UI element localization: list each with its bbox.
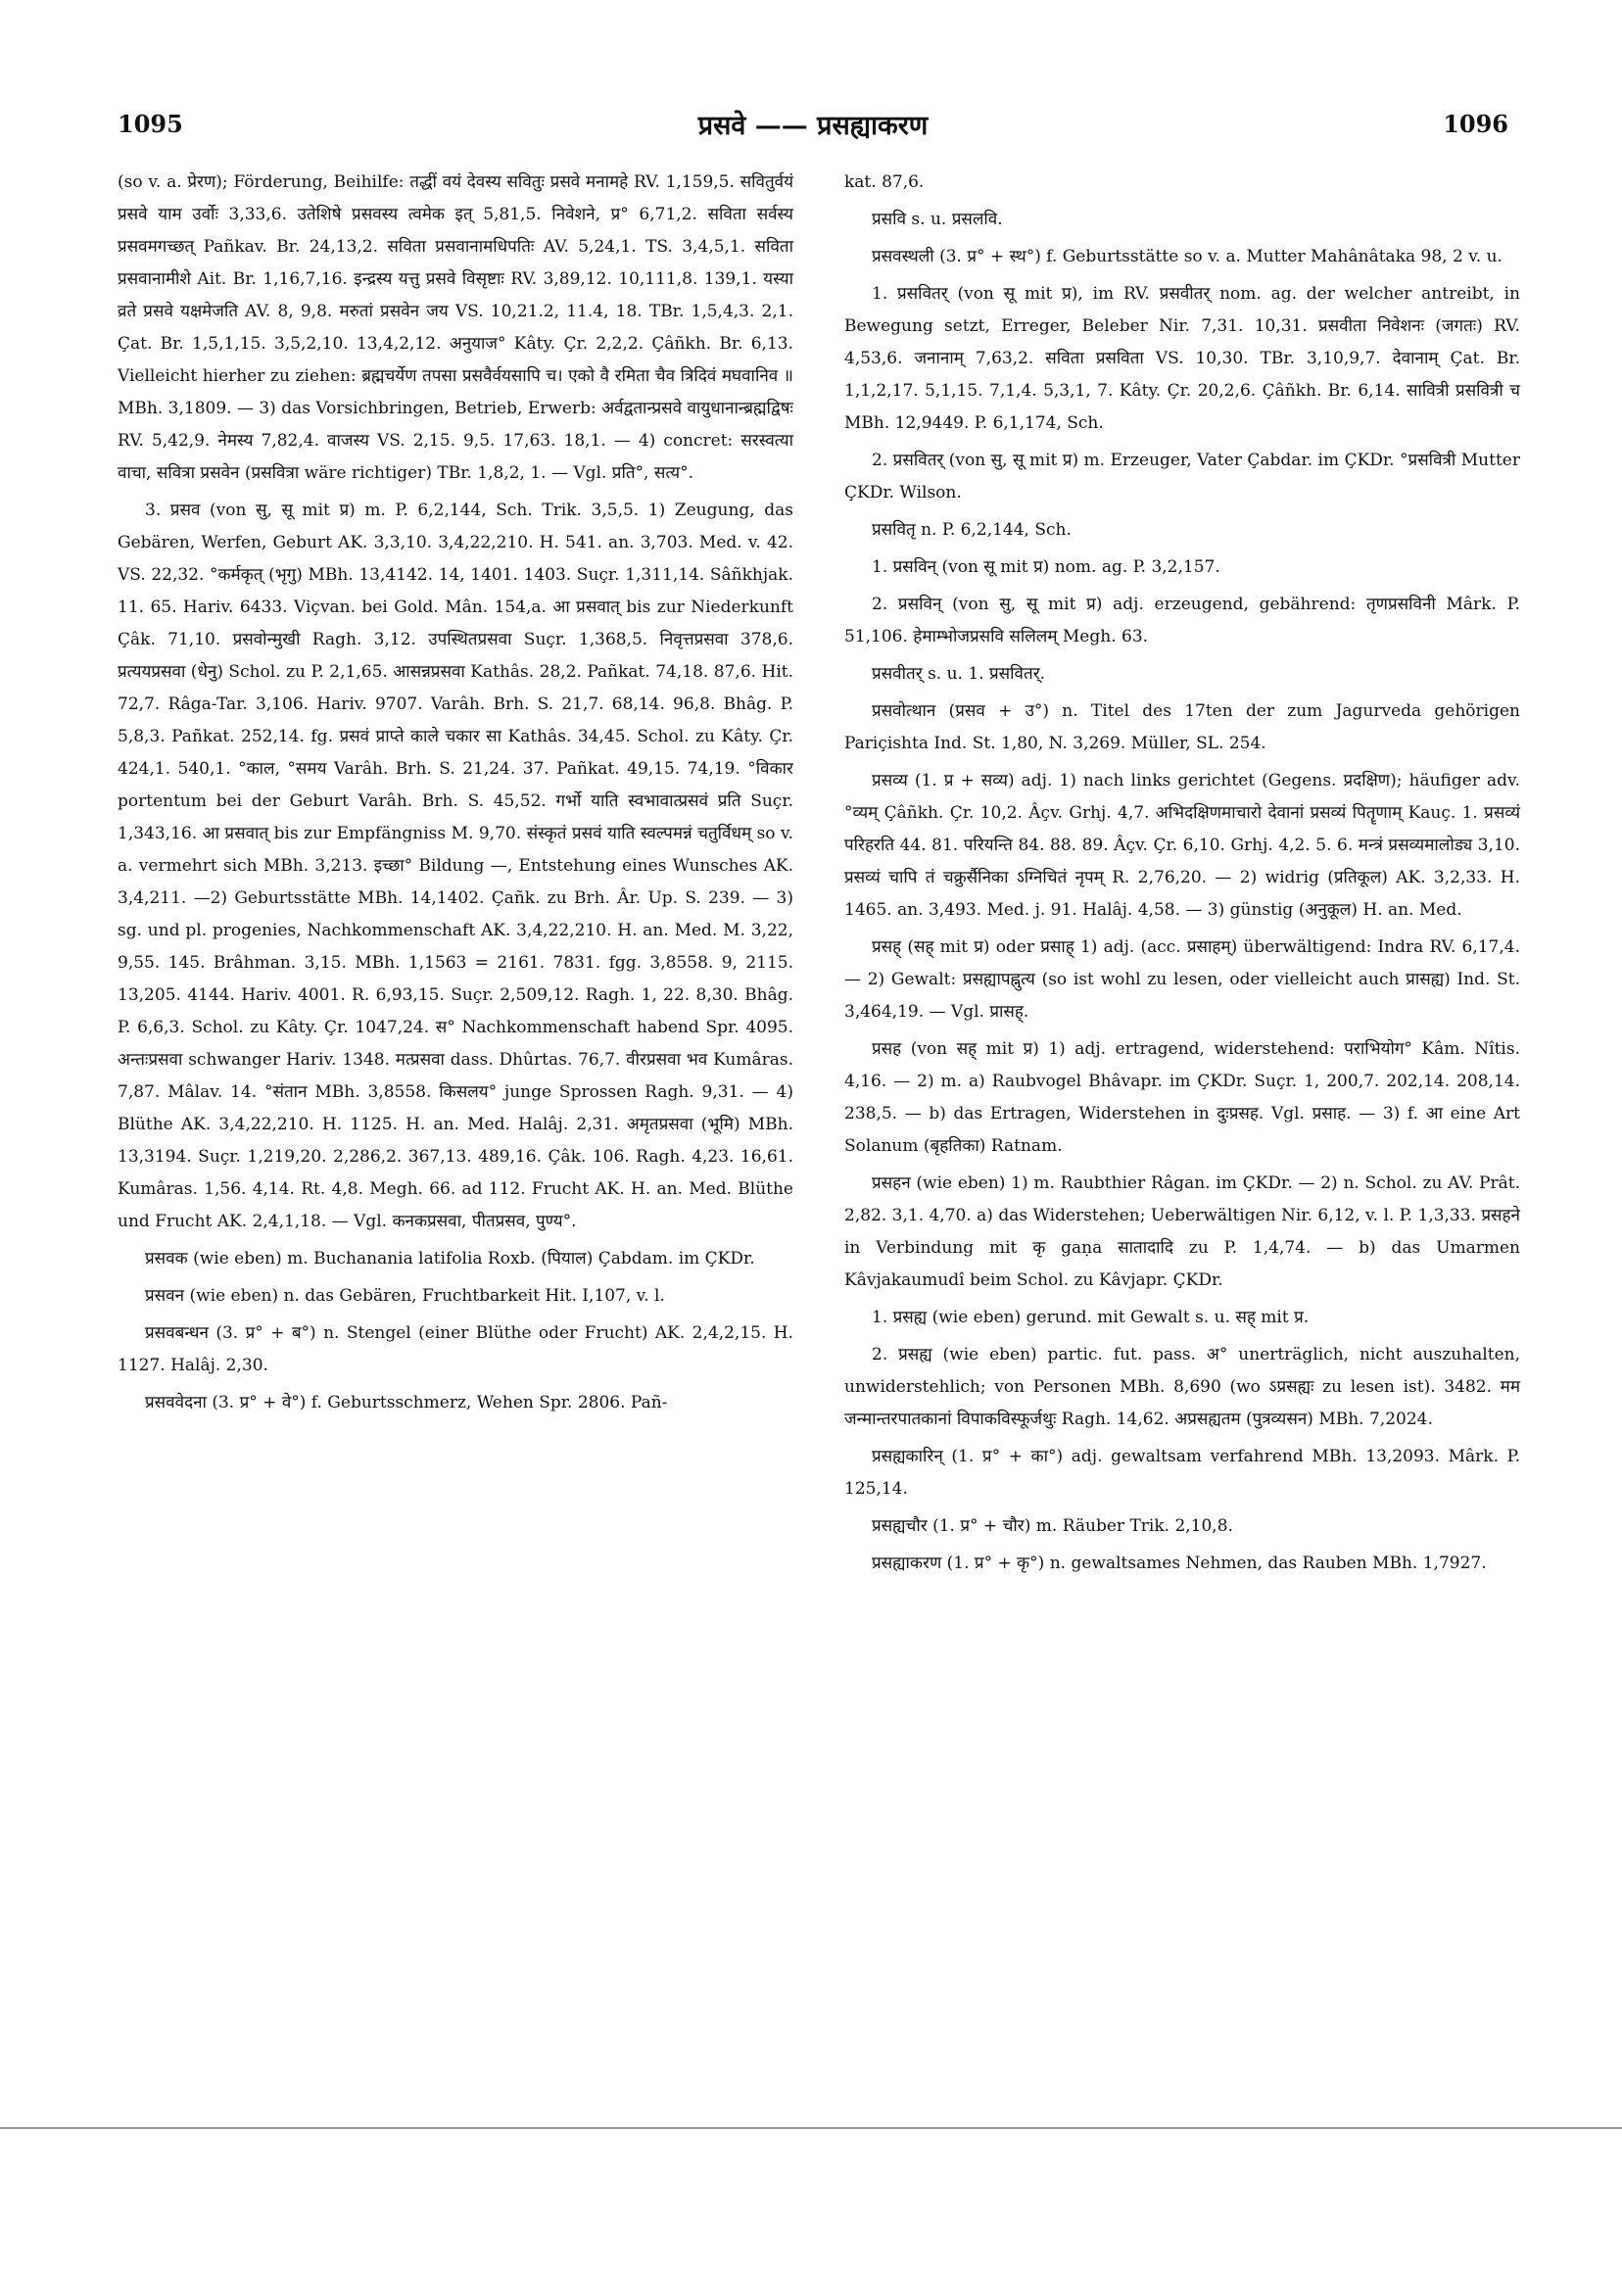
dictionary-entry: प्रसह (von सह् mit प्र) 1) adj. ertragend, widerstehend: पराभियोग° Kâm. Nîtis. 4,16. — 2) m. a) Raubvogel Bhâvapr. im ÇKDr. Suçr. 1, 200,7. 202,14. 208,14. 238,5. — b) das Ertragen, Widerstehen in दुःप्रसह. Vgl. प्रसाह. — 3) f. आ eine Art Solanum (बृहतिका) Ratnam. <box>844 1039 1520 1156</box>
page-number-left: 1095 <box>118 110 183 138</box>
page-header <box>118 110 1508 149</box>
dictionary-entry: kat. 87,6. <box>844 172 925 192</box>
dictionary-entry: प्रसव्य (1. प्र + सव्य) adj. 1) nach links gerichtet (Gegens. प्रदक्षिण); häufiger adv. °व्यम् Çâñkh. Çr. 10,2. Âçv. Grhj. 4,7. अभिदक्षिणमाचारो देवानां प्रसव्यं पितॄणाम् Kauç. 1. प्रसव्यं परिहरति 44. 81. परियन्ति 84. 88. 89. Âçv. Çr. 6,10. Grhj. 4,2. 5. 6. मन्त्रं प्रसव्यमालोड्य 3,10. प्रसव्यं चापि तं चक्रुर्सैनिका ऽग्निचितं नृपम् R. 2,76,20. — 2) widrig (प्रतिकूल) AK. 3,2,33. H. 1465. an. 3,493. Med. j. 91. Halâj. 4,58. — 3) günstig (अनुकूल) H. an. Med. <box>844 771 1520 920</box>
dictionary-entry: (so v. a. प्रेरण); Förderung, Beihilfe: तद्धीं वयं देवस्य सवितुः प्रसवे मनामहे RV. 1,159,5. सवितुर्वयं प्रसवे याम उर्वोः 3,33,6. उतेशिषे प्रसवस्य त्वमेक इत् 5,81,5. निवेशने, प्र° 6,71,2. सविता सर्वस्य प्रसवमगच्छत् Pañkav. Br. 24,13,2. सविता प्रसवानामधिपतिः AV. 5,24,1. TS. 3,4,5,1. सविता प्रसवानामीशे Ait. Br. 1,16,7,16. इन्द्रस्य यत्तु प्रसवे विसृष्टाः RV. 3,89,12. 10,111,8. 139,1. यस्या व्रते प्रसवे यक्षमेजति AV. 8, 9,8. मरुतां प्रसवेन जय VS. 10,21.2, 11.4, 18. TBr. 1,5,4,3. 2,1. Çat. Br. 1,5,1,15. 3,5,2,10. 13,4,2,12. अनुयाज° Kâty. Çr. 2,2,2. Çâñkh. Br. 6,13. Vielleicht hierher zu ziehen: ब्रह्मचर्येण तपसा प्रसवैर्वयसापि च। एको वै रमिता चैव त्रिदिवं मघवानिव ॥ MBh. 3,1809. — 3) das Vorsichbringen, Betrieb, Erwerb: अर्वद्वतान्प्रसवे वायुधानान्ब्रह्मद्विषः RV. 5,42,9. नेमस्य 7,82,4. वाजस्य VS. 2,15. 9,5. 17,63. 18,1. — 4) concret: सरस्वत्या वाचा, सवित्रा प्रसवेन (प्रसवित्रा wäre richtiger) TBr. 1,8,2, 1. — Vgl. प्रति°, सत्य°. <box>118 172 793 483</box>
dictionary-entry: प्रसवीतर् s. u. 1. प्रसवितर्. <box>872 664 1046 684</box>
dictionary-entry: 2. प्रसवितर् (von सु, सू mit प्र) m. Erzeuger, Vater Çabdar. im ÇKDr. °प्रसवित्री Mutter ÇKDr. Wilson. <box>844 451 1520 502</box>
dictionary-entry: प्रसवक (wie eben) m. Buchanania latifolia Roxb. (पियाल) Çabdam. im ÇKDr. <box>145 1249 755 1268</box>
dictionary-entry: प्रसह्याकरण (1. प्र° + कृ°) n. gewaltsames Nehmen, das Rauben MBh. 1,7927. <box>872 1554 1487 1573</box>
dictionary-entry: प्रसवबन्धन (3. प्र° + ब°) n. Stengel (einer Blüthe oder Frucht) AK. 2,4,2,15. H. 1127. Halâj. 2,30. <box>118 1323 793 1375</box>
dictionary-entry: 1. प्रसवितर् (von सू mit प्र), im RV. प्रसवीतर् nom. ag. der welcher antreibt, in Bewegung setzt, Erreger, Beleber Nir. 7,31. 10,31. प्रसवीता निवेशनः (जगतः) RV. 4,53,6. जनानाम् 7,63,2. सविता प्रसविता VS. 10,30. TBr. 3,10,9,7. देवानाम् Çat. Br. 1,1,2,17. 5,1,15. 7,1,4. 5,3,1, 7. Kâty. Çr. 20,2,6. Çâñkh. Br. 6,14. सावित्री प्रसवित्री च MBh. 12,9449. P. 6,1,174, Sch. <box>844 284 1520 433</box>
dictionary-entry: प्रसहन (wie eben) 1) m. Raubthier Râgan. im ÇKDr. — 2) n. Schol. zu AV. Prât. 2,82. 3,1. 4,70. a) das Widerstehen; Ueberwältigen Nir. 6,12, v. l. P. 1,3,33. प्रसहने in Verbindung mit कृ gaṇa सातादादि zu P. 1,4,74. — b) das Umarmen Kâvjakaumudî beim Schol. zu Kâvjapr. ÇKDr. <box>844 1173 1520 1290</box>
dictionary-entry: प्रसवन (wie eben) n. das Gebären, Fruchtbarkeit Hit. I,107, v. l. <box>145 1286 665 1306</box>
dictionary-entry: प्रसवितृ n. P. 6,2,144, Sch. <box>872 520 1072 540</box>
dictionary-entry: 1. प्रसविन् (von सू mit प्र) nom. ag. P. 3,2,157. <box>872 557 1220 577</box>
dictionary-entry: प्रसह् (सह् mit प्र) oder प्रसाह् 1) adj. (acc. प्रसाहम्) überwältigend: Indra RV. 6,17,4. — 2) Gewalt: प्रसह्यापह्नुत्य (so ist wohl zu lesen, oder vielleicht auch प्रासह्य) Ind. St. 3,464,19. — Vgl. प्रासह्. <box>844 937 1520 1022</box>
dictionary-entry: प्रसववेदना (3. प्र° + वे°) f. Geburtsschmerz, Wehen Spr. 2806. Pañ- <box>145 1393 668 1412</box>
dictionary-entry: प्रसवस्थली (3. प्र° + स्थ°) f. Geburtsstätte so v. a. Mutter Mahânâtaka 98, 2 v. u. <box>872 247 1503 266</box>
dictionary-entry: प्रसह्यकारिन् (1. प्र° + का°) adj. gewaltsam verfahrend MBh. 13,2093. Mârk. P. 125,14. <box>844 1447 1520 1499</box>
dictionary-entry: 2. प्रसह्य (wie eben) partic. fut. pass. अ° unerträglich, nicht auszuhalten, unwiderstehlich; von Personen MBh. 8,690 (wo ऽप्रसह्यः zu lesen ist). 3482. मम जन्मान्तरपातकानां विपाकविस्फूर्जथुः Ragh. 14,62. अप्रसह्यतम (पुत्रव्यसन) MBh. 7,2024. <box>844 1345 1520 1429</box>
page-number-right: 1096 <box>1443 110 1508 138</box>
left-column <box>118 167 793 1424</box>
dictionary-entry: 2. प्रसविन् (von सु, सू mit प्र) adj. erzeugend, gebährend: तृणप्रसविनी Mârk. P. 51,106. हेमाम्भोजप्रसवि सलिलम् Megh. 63. <box>844 595 1520 646</box>
running-head: प्रसवे —— प्रसह्याकरण <box>697 111 929 141</box>
dictionary-entry: 1. प्रसह्य (wie eben) gerund. mit Gewalt s. u. सह् mit प्र. <box>872 1308 1310 1327</box>
dictionary-entry: 3. प्रसव (von सु, सू mit प्र) m. P. 6,2,144, Sch. Trik. 3,5,5. 1) Zeugung, das Gebären, Werfen, Geburt AK. 3,3,10. 3,4,22,210. H. 541. an. 3,703. Med. v. 42. VS. 22,32. °कर्मकृत् (भृगु) MBh. 13,4142. 14, 1401. 1403. Suçr. 1,311,14. Sâñkhjak. 11. 65. Hariv. 6433. Viçvan. bei Gold. Mân. 154,a. आ प्रसवात् bis zur Niederkunft Çâk. 71,10. प्रसवोन्मुखी Ragh. 3,12. उपस्थितप्रसवा Suçr. 1,368,5. निवृत्तप्रसवा 378,6. प्रत्ययप्रसवा (धेनु) Schol. zu P. 2,1,65. आसन्नप्रसवा Kathâs. 28,2. Pañkat. 74,18. 87,6. Hit. 72,7. Râga-Tar. 3,106. Hariv. 9707. Varâh. Brh. S. 21,7. 68,14. 96,8. Bhâg. P. 5,8,3. Pañkat. 252,14. fg. प्रसवं प्राप्ते काले चकार सा Kathâs. 34,45. Schol. zu Kâty. Çr. 424,1. 540,1. °काल, °समय Varâh. Brh. S. 21,24. 37. Pañkat. 49,15. 74,19. °विकार portentum bei der Geburt Varâh. Brh. S. 45,52. गर्भो याति स्वभावात्प्रसवं प्रति Suçr. 1,343,16. आ प्रसवात् bis zur Empfängniss M. 9,70. संस्कृतं प्रसवं याति स्वल्पमन्नं चतुर्विधम् so v. a. vermehrt sich MBh. 3,213. इच्छा° Bildung —, Entstehung eines Wunsches AK. 3,4,211. —2) Geburtsstätte MBh. 14,1402. Çañk. zu Brh. Âr. Up. S. 239. — 3) sg. und pl. progenies, Nachkommenschaft AK. 3,4,22,210. H. an. Med. M. 3,22, 9,55. 145. Brâhman. 3,15. MBh. 1,1563 = 2161. 7831. fgg. 3,8558. 9, 2115. 13,205. 4144. Hariv. 4001. R. 6,93,15. Suçr. 2,509,12. Ragh. 1, 22. 8,30. Bhâg. P. 6,6,3. Schol. zu Kâty. Çr. 1047,24. स° Nachkommenschaft habend Spr. 4095. अन्तःप्रसवा schwanger Hariv. 1348. मत्प्रसवा dass. Dhûrtas. 76,7. वीरप्रसवा भव Kumâras. 7,87. Mâlav. 14. °संतान MBh. 3,8558. किसलय° junge Sprossen Ragh. 9,31. — 4) Blüthe AK. 3,4,22,210. H. 1125. H. an. Med. Halâj. 2,31. अमृतप्रसवा (भूमि) MBh. 13,3194. Suçr. 1,219,20. 2,286,2. 367,13. 489,16. Çâk. 106. Ragh. 4,23. 16,61. Kumâras. 1,56. 4,14. Rt. 4,8. Megh. 66. ad 112. Frucht AK. H. an. Med. Blüthe und Frucht AK. 2,4,1,18. — Vgl. कनकप्रसवा, पीतप्रसव, पुण्य°. <box>118 501 793 1231</box>
dictionary-entry: प्रसवि s. u. प्रसलवि. <box>872 210 1003 229</box>
footer-rule <box>0 2128 1622 2129</box>
right-column <box>844 167 1520 1585</box>
dictionary-entry: प्रसवोत्थान (प्रसव + उ°) n. Titel des 17ten der zum Jagurveda gehörigen Pariçishta Ind. St. 1,80, N. 3,269. Müller, SL. 254. <box>844 701 1520 753</box>
dictionary-entry: प्रसह्यचौर (1. प्र° + चौर) m. Räuber Trik. 2,10,8. <box>872 1516 1233 1536</box>
